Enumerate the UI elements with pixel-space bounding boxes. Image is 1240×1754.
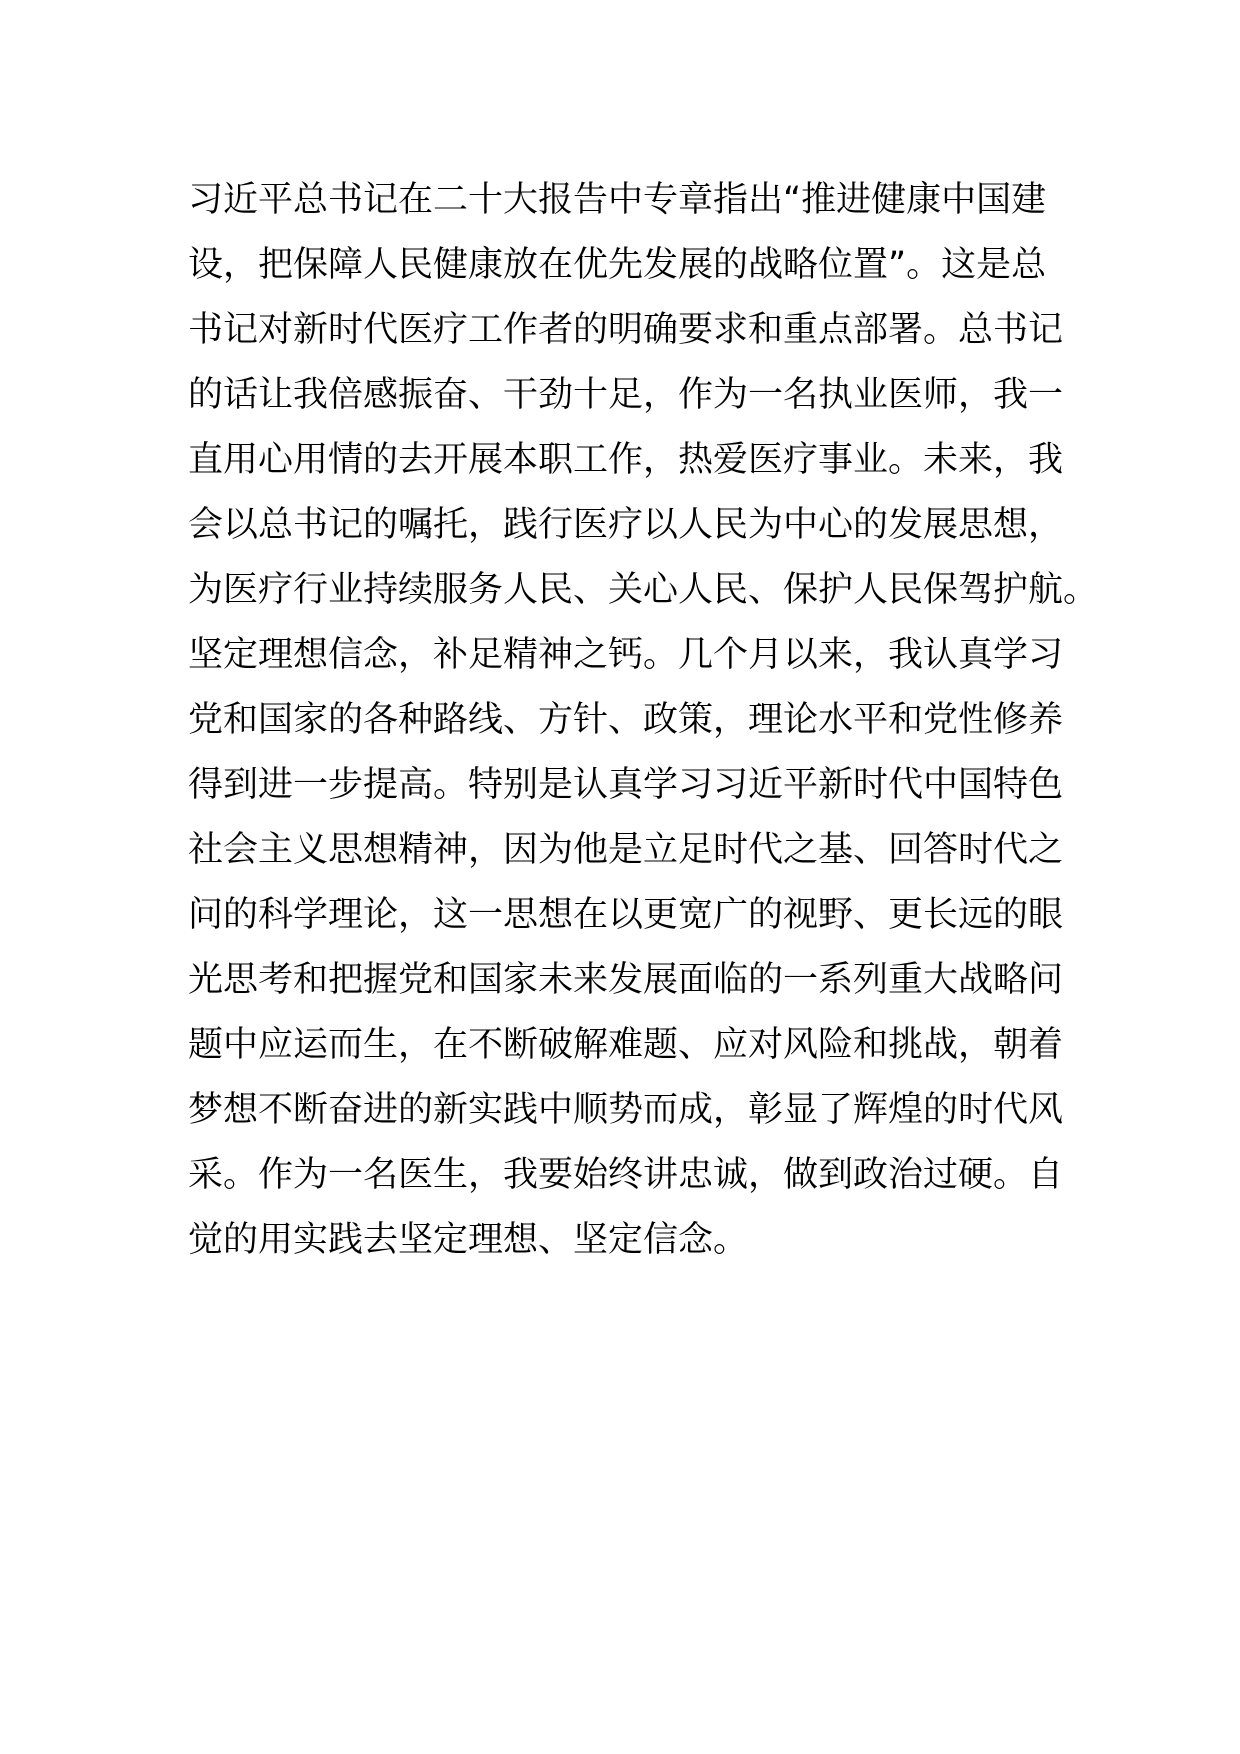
text-line: 坚定理想信念，补足精神之钙。几个月以来，我认真学习 xyxy=(188,635,1064,675)
text-line: 为医疗行业持续服务人民、关心人民、保护人民保驾护航。 xyxy=(188,570,1099,610)
text-line: 习近平总书记在二十大报告中专章指出“推进健康中国建 xyxy=(188,180,1047,220)
text-line: 采。作为一名医生，我要始终讲忠诚，做到政治过硬。自 xyxy=(188,1155,1064,1195)
text-line: 梦想不断奋进的新实践中顺势而成，彰显了辉煌的时代风 xyxy=(188,1090,1064,1130)
text-line: 得到进一步提高。特别是认真学习习近平新时代中国特色 xyxy=(188,765,1064,805)
body-paragraph xyxy=(188,168,1099,1273)
text-line: 直用心用情的去开展本职工作，热爱医疗事业。未来，我 xyxy=(188,440,1064,480)
text-line: 的话让我倍感振奋、干劲十足，作为一名执业医师，我一 xyxy=(188,375,1064,415)
text-line: 社会主义思想精神，因为他是立足时代之基、回答时代之 xyxy=(188,830,1064,870)
text-line: 问的科学理论，这一思想在以更宽广的视野、更长远的眼 xyxy=(188,895,1064,935)
text-line: 会以总书记的嘱托，践行医疗以人民为中心的发展思想， xyxy=(188,505,1064,545)
text-line: 题中应运而生，在不断破解难题、应对风险和挑战，朝着 xyxy=(188,1025,1064,1065)
text-line: 觉的用实践去坚定理想、坚定信念。 xyxy=(188,1220,749,1260)
text-line: 书记对新时代医疗工作者的明确要求和重点部署。总书记 xyxy=(188,310,1064,350)
text-line: 光思考和把握党和国家未来发展面临的一系列重大战略问 xyxy=(188,960,1064,1000)
text-line: 党和国家的各种路线、方针、政策，理论水平和党性修养 xyxy=(188,700,1064,740)
text-line: 设，把保障人民健康放在优先发展的战略位置”。这是总 xyxy=(188,245,1047,285)
